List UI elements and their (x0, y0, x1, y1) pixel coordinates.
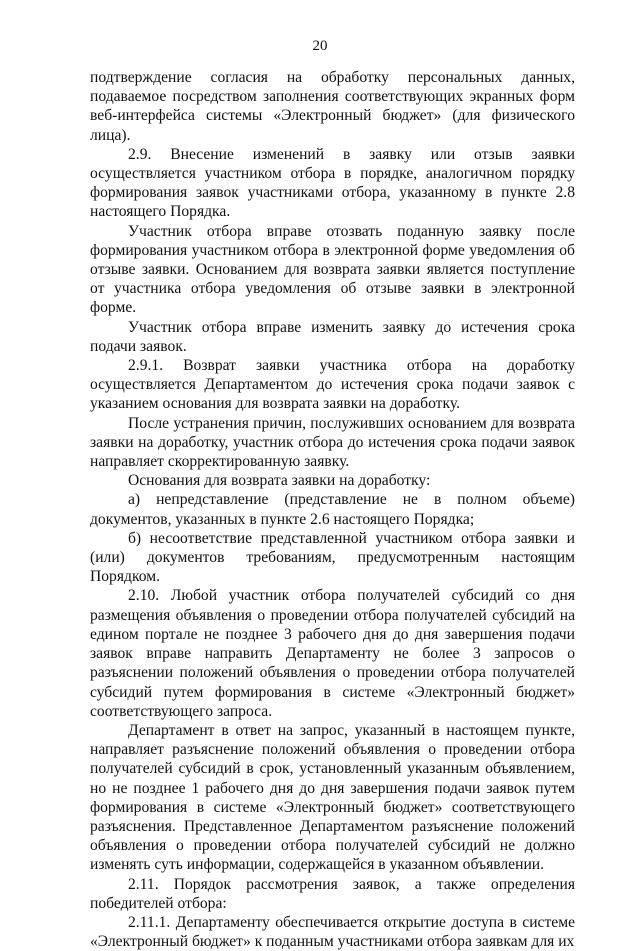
paragraph-withdrawal: Участник отбора вправе отозвать поданную заявку после формирования участником отбора в электронной форме уведомления об отзыве заявки. Основанием для возврата заявки является поступление от участника отбора уведомления об отзыве заявки в электронной форме. (90, 222, 575, 317)
paragraph-change-application: Участник отбора вправе изменить заявку до истечения срока подачи заявок. (90, 318, 575, 355)
document-body (90, 68, 575, 951)
paragraph-department-response: Департамент в ответ на запрос, указанный в настоящем пункте, направляет разъяснение положений объявления о проведении отбора получателей субсидий в срок, установленный указанным объявлением, но не позднее 1 рабочего дня до дня завершения подачи заявок путем формирования в системе «Электронный бюджет» соответствующего разъяснения. Представленное Департаментом разъяснение положений объявления о проведении отбора получателей субсидий не должно изменять суть информации, содержащейся в указанном объявлении. (90, 721, 575, 874)
page-number: 20 (312, 38, 328, 54)
list-item-b: б) несоответствие представленной участником отбора заявки и (или) документов требованиям, предусмотренным настоящим Порядком. (90, 529, 575, 586)
paragraph-2-9: 2.9. Внесение изменений в заявку или отзыв заявки осуществляется участником отбора в порядке, аналогичном порядку формирования заявок участниками отбора, указанному в пункте 2.8 настоящего Порядка. (90, 145, 575, 221)
paragraph-2-10: 2.10. Любой участник отбора получателей субсидий со дня размещения объявления о проведении отбора получателей субсидий на едином портале не позднее 3 рабочего дня до дня завершения подачи заявок вправе направить Департаменту не более 3 запросов о разъяснении положений объявления о проведении отбора получателей субсидий путем формирования в системе «Электронный бюджет» соответствующего запроса. (90, 587, 575, 720)
paragraph-2-11: 2.11. Порядок рассмотрения заявок, а также определения победителей отбора: (90, 875, 575, 912)
paragraph-after-correction: После устранения причин, послуживших основанием для возврата заявки на доработку, участник отбора до истечения срока подачи заявок направляет скорректированную заявку. (90, 414, 575, 471)
paragraph-return-grounds: Основания для возврата заявки на доработку: (128, 472, 431, 490)
list-item-a: а) непредставление (представление не в полном объеме) документов, указанных в пункте 2.6 настоящего Порядка; (90, 491, 575, 528)
paragraph-continuation: подтверждение согласия на обработку персональных данных, подаваемое посредством заполнения соответствующих экранных форм веб-интерфейса системы «Электронный бюджет» (для физического лица). (90, 69, 575, 144)
paragraph-2-9-1: 2.9.1. Возврат заявки участника отбора на доработку осуществляется Департаментом до истечения срока подачи заявок с указанием основания для возврата заявки на доработку. (90, 357, 575, 413)
paragraph-2-11-1: 2.11.1. Департаменту обеспечивается открытие доступа в системе «Электронный бюджет» к поданным участниками отбора заявкам для их (90, 913, 575, 951)
